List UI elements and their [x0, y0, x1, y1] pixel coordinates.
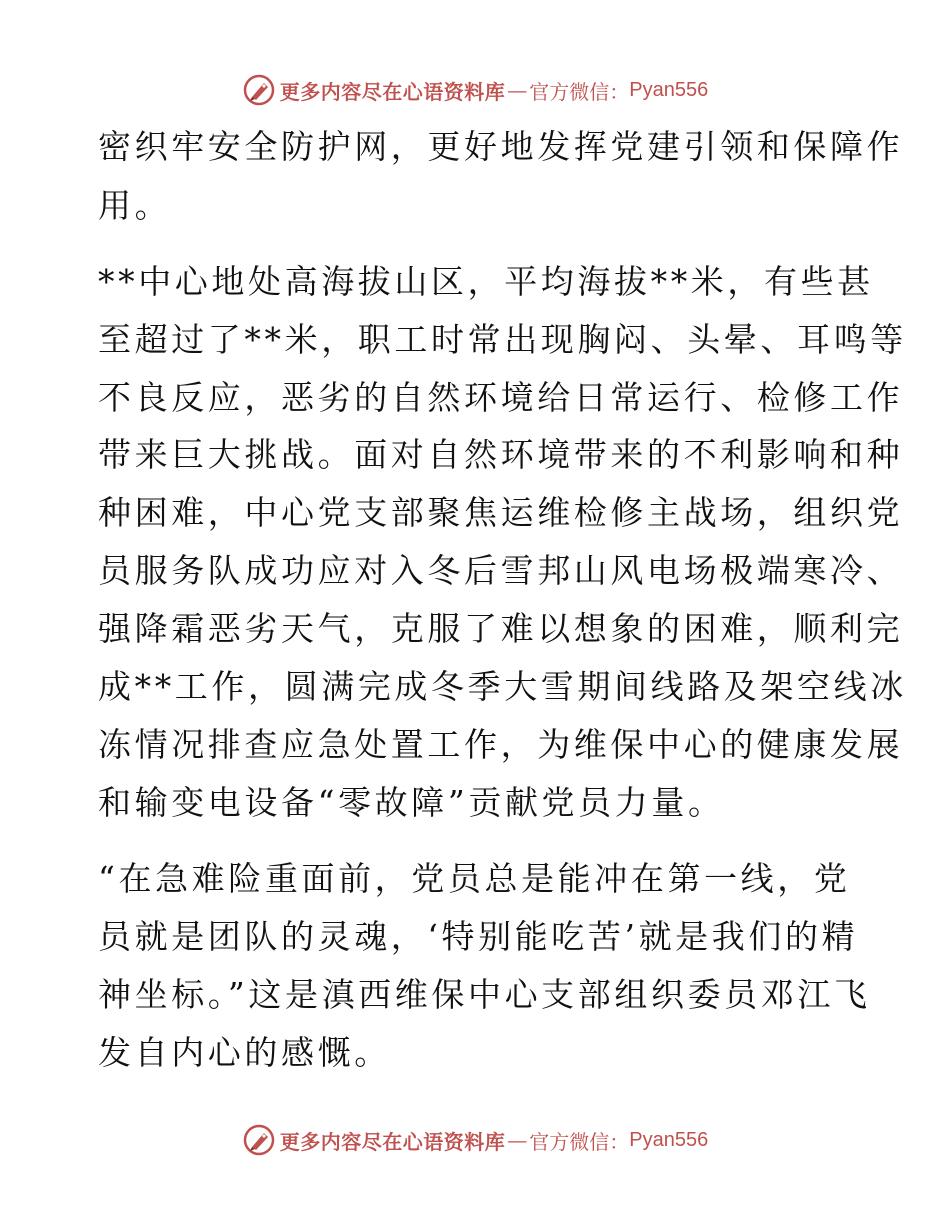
banner-wechat-label: 官方微信： — [529, 79, 630, 104]
pen-nib-logo-icon — [242, 73, 276, 107]
banner-wechat-id: Pyan556 — [629, 1128, 709, 1151]
footer-banner — [0, 1120, 950, 1160]
banner-promo-text: 更多内容尽在心语资料库 — [279, 1129, 506, 1154]
banner-wechat-label: 官方微信： — [529, 1129, 630, 1154]
text-line: 强降霜恶劣天气，克服了难以想象的困难，顺利完 — [98, 609, 904, 648]
text-line: **中心地处高海拔山区，平均海拔**米，有些甚 — [98, 262, 874, 301]
banner-promo-text: 更多内容尽在心语资料库 — [279, 79, 506, 104]
text-line: 冻情况排查应急处置工作，为维保中心的健康发展 — [98, 725, 904, 764]
text-line: 至超过了**米，职工时常出现胸闷、头晕、耳鸣等 — [98, 320, 907, 359]
text-line: 种困难，中心党支部聚焦运维检修主战场，组织党 — [98, 493, 904, 532]
text-line: 员服务队成功应对入冬后雪邦山风电场极端寒冷、 — [98, 551, 904, 590]
banner-dash: — — [507, 78, 528, 102]
text-line: “在急难险重面前，党员总是能冲在第一线，党 — [98, 859, 851, 898]
header-banner — [0, 70, 950, 110]
text-line: 发自内心的感慨。 — [98, 1033, 391, 1072]
text-line: 员就是团队的灵魂，‘特别能吃苦’就是我们的精 — [98, 917, 859, 956]
text-line: 不良反应，恶劣的自然环境给日常运行、检修工作 — [98, 378, 904, 417]
banner-wechat-id: Pyan556 — [629, 78, 709, 101]
pen-nib-logo-icon — [242, 1123, 276, 1157]
text-line: 用。 — [98, 186, 172, 225]
text-line: 带来巨大挑战。面对自然环境带来的不利影响和种 — [98, 435, 904, 474]
text-line: 密织牢安全防护网，更好地发挥党建引领和保障作 — [98, 127, 904, 166]
text-line: 成**工作，圆满完成冬季大雪期间线路及架空线冰 — [98, 667, 907, 706]
text-line: 和输变电设备“零故障”贡献党员力量。 — [98, 783, 725, 822]
banner-dash: — — [507, 1128, 528, 1152]
text-line: 神坐标。”这是滇西维保中心支部组织委员邓江飞 — [98, 975, 871, 1014]
